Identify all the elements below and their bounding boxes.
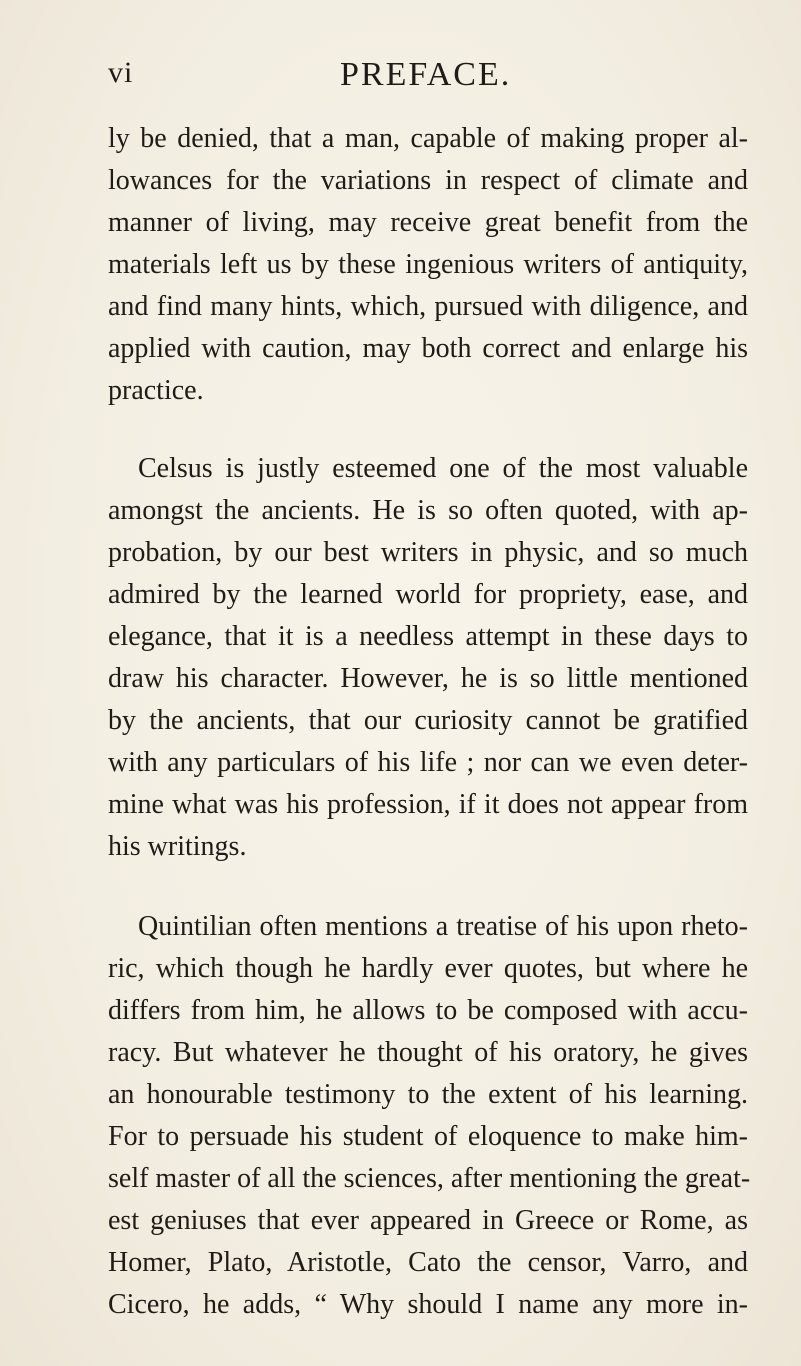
text-line: elegance, that it is a needless attempt in these days to — [108, 621, 748, 652]
body-text — [108, 118, 751, 1326]
page-header — [0, 56, 801, 96]
text-line: practice. — [108, 375, 204, 406]
page-number: vi — [108, 56, 134, 89]
running-title: PREFACE. — [340, 56, 512, 93]
paragraph — [108, 118, 748, 412]
paragraph-gap — [108, 412, 748, 448]
text-line: by the ancients, that our curiosity cannot be gratified — [108, 705, 748, 736]
paragraph-gap — [108, 868, 748, 906]
text-line: ric, which though he hardly ever quotes, but where he — [108, 953, 748, 984]
text-line: lowances for the variations in respect of climate and — [108, 165, 748, 196]
paragraph — [108, 906, 751, 1326]
text-line: admired by the learned world for propriety, ease, and — [108, 579, 748, 610]
text-line: an honourable testimony to the extent of his learning. — [108, 1079, 748, 1110]
text-line: ly be denied, that a man, capable of making proper al- — [108, 123, 748, 154]
text-line: Homer, Plato, Aristotle, Cato the censor, Varro, and — [108, 1247, 748, 1278]
text-line: materials left us by these ingenious writers of antiquity, — [108, 249, 748, 280]
text-line: and find many hints, which, pursued with diligence, and — [108, 291, 748, 322]
text-line: Cicero, he adds, “ Why should I name any more in- — [108, 1289, 748, 1320]
text-line: racy. But whatever he thought of his oratory, he gives — [108, 1037, 748, 1068]
text-line: est geniuses that ever appeared in Greece or Rome, as — [108, 1205, 748, 1236]
text-line: with any particulars of his life ; nor can we even deter- — [108, 747, 748, 778]
text-line: self master of all the sciences, after mentioning the great- — [108, 1163, 751, 1194]
text-line: amongst the ancients. He is so often quoted, with ap- — [108, 495, 748, 526]
text-line: his writings. — [108, 831, 247, 862]
text-line: manner of living, may receive great benefit from the — [108, 207, 748, 238]
text-line: mine what was his profession, if it does not appear from — [108, 789, 748, 820]
text-line: For to persuade his student of eloquence to make him- — [108, 1121, 748, 1152]
text-line: Quintilian often mentions a treatise of his upon rheto- — [138, 911, 748, 942]
text-line: draw his character. However, he is so little mentioned — [108, 663, 748, 694]
text-line: probation, by our best writers in physic, and so much — [108, 537, 748, 568]
paragraph — [108, 448, 748, 868]
text-line: applied with caution, may both correct and enlarge his — [108, 333, 748, 364]
text-line: differs from him, he allows to be composed with accu- — [108, 995, 748, 1026]
text-line: Celsus is justly esteemed one of the most valuable — [138, 453, 748, 484]
